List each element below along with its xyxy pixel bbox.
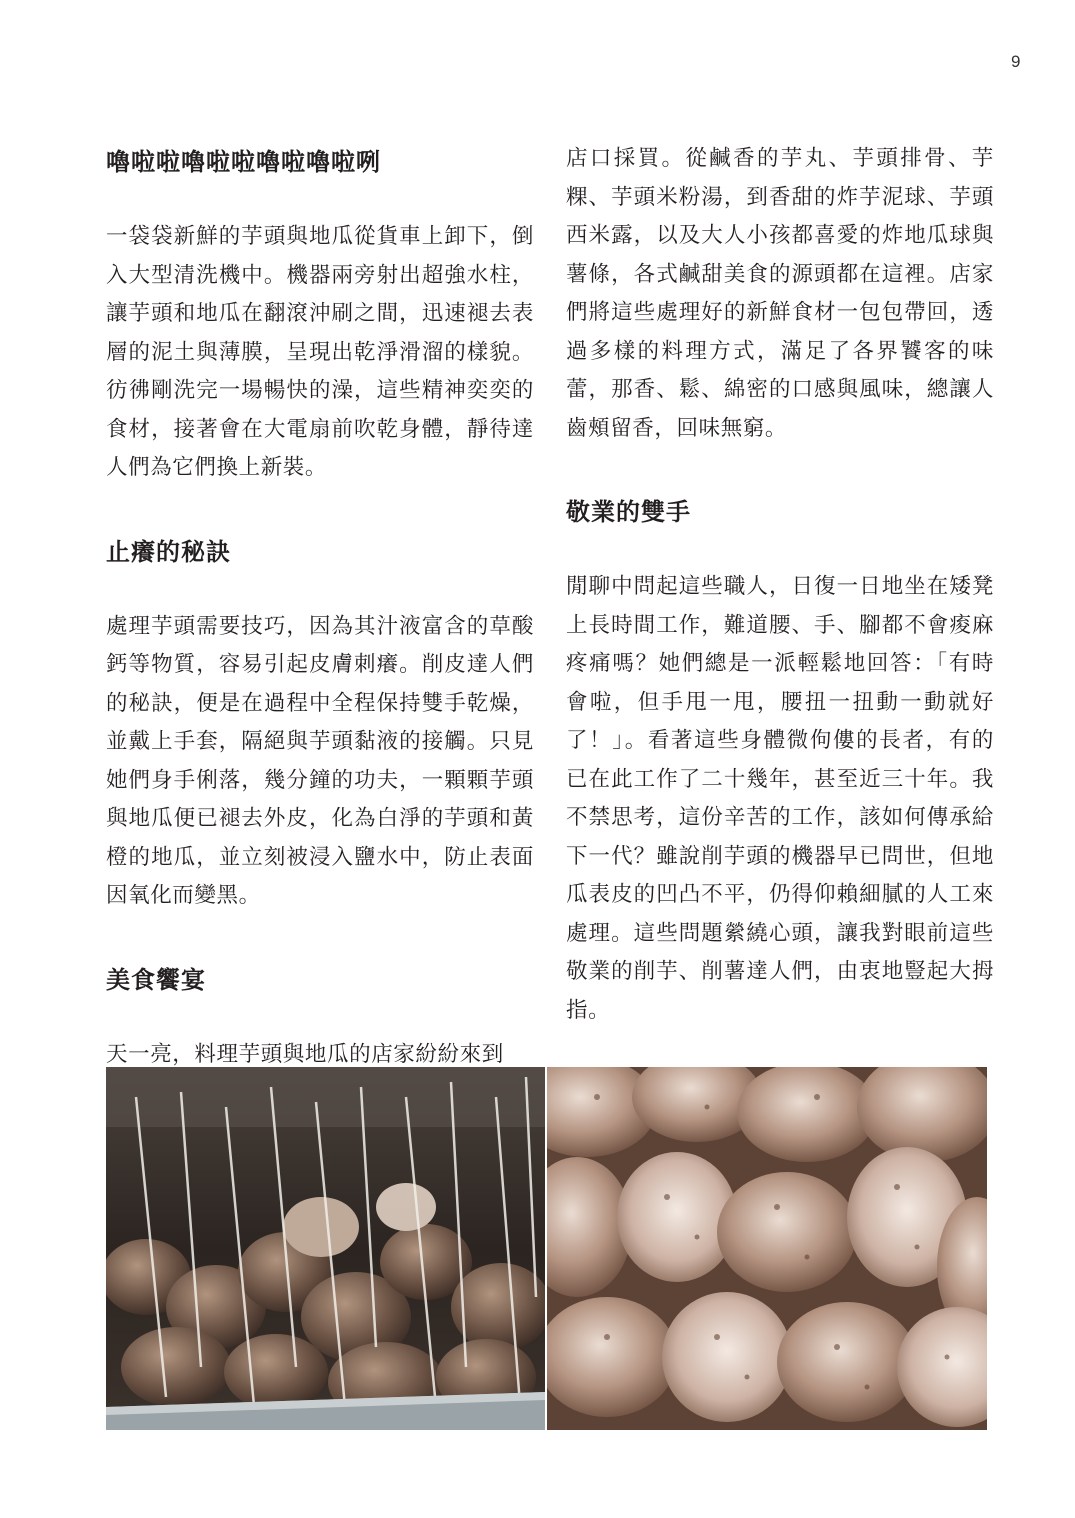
right-column [566,140,994,1030]
section-body-washing: 一袋袋新鮮的芋頭與地瓜從貨車上卸下，倒入大型清洗機中。機器兩旁射出超強水柱，讓芋頭和地瓜在翻滾沖刷之間，迅速褪去表層的泥土與薄膜，呈現出乾淨滑溜的樣貌。彷彿剛洗完一場暢快的澡，這些精神奕奕的食材，接著會在大電扇前吹乾身體，靜待達人們為它們換上新裝。 [106,224,534,480]
peeled-taro-illustration [547,1067,987,1430]
section-title-itch: 止癢的秘訣 [106,537,231,566]
taro-washing-photo [106,1067,545,1430]
section-title-washing: 嚕啦啦嚕啦啦嚕啦嚕啦咧 [106,148,381,176]
section-title-dedicated-hands: 敬業的雙手 [566,498,691,526]
section-body-itch: 處理芋頭需要技巧，因為其汁液富含的草酸鈣等物質，容易引起皮膚刺癢。削皮達人們的秘訣，便是在過程中全程保持雙手乾燥，並戴上手套，隔絕與芋頭黏液的接觸。只見她們身手俐落，幾分鐘的功夫，一顆顆芋頭與地瓜便已褪去外皮，化為白淨的芋頭和黃橙的地瓜，並立刻被浸入鹽水中，防止表面因氧化而變黑。 [106,613,534,908]
left-column [106,140,534,1074]
section-body-feast-start: 天一亮，料理芋頭與地瓜的店家紛紛來到 [106,1041,504,1067]
section-title-feast: 美食饗宴 [106,965,206,994]
photo-strip [106,1067,987,1430]
section-body-dedicated-hands: 閒聊中問起這些職人，日復一日地坐在矮凳上長時間工作，難道腰、手、腳都不會痠麻疼痛嗎？她們總是一派輕鬆地回答：「有時會啦，但手甩一甩，腰扭一扭動一動就好了！」。看著這些身體微佝僂的長者，有的已在此工作了二十幾年，甚至近三十年。我不禁思考，這份辛苦的工作，該如何傳承給下一代？雖說削芋頭的機器早已問世，但地瓜表皮的凹凸不平，仍得仰賴細膩的人工來處理。這些問題縈繞心頭，讓我對眼前這些敬業的削芋、削薯達人們，由衷地豎起大拇指。 [566,574,994,1023]
section-body-feast-continued: 店口採買。從鹹香的芋丸、芋頭排骨、芋粿、芋頭米粉湯，到香甜的炸芋泥球、芋頭西米露，以及大人小孩都喜愛的炸地瓜球與薯條，各式鹹甜美食的源頭都在這裡。店家們將這些處理好的新鮮食材一包包帶回，透過多樣的料理方式，滿足了各界饕客的味蕾，那香、鬆、綿密的口感與風味，總讓人齒頰留香，回味無窮。 [566,146,994,441]
page-number: 9 [1011,52,1021,71]
peeled-taro-photo [547,1067,987,1430]
taro-washing-illustration [106,1067,545,1430]
